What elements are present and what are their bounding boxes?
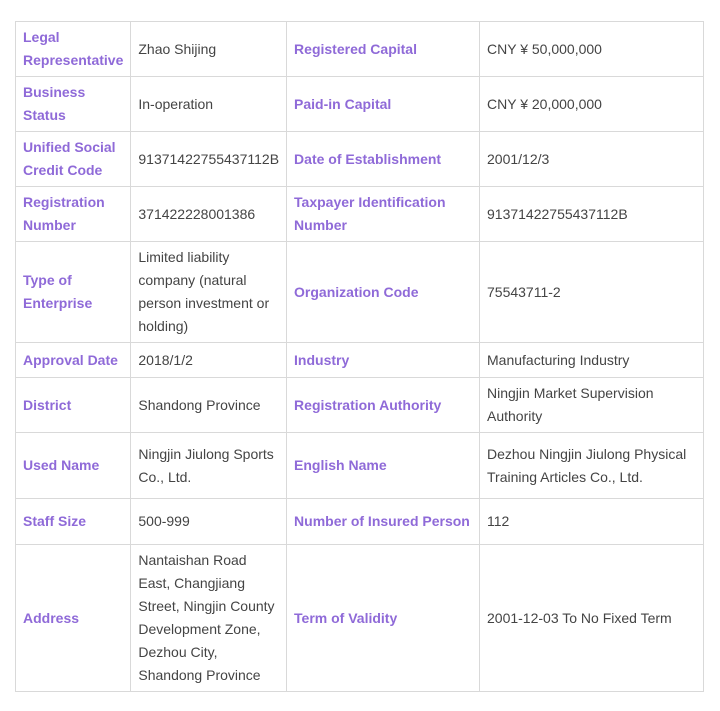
table-row bbox=[16, 343, 704, 378]
field-value: 2001-12-03 To No Fixed Term bbox=[480, 545, 704, 692]
table-row bbox=[16, 242, 704, 343]
field-value: Nantaishan Road East, Changjiang Street, Ningjin County Development Zone, Dezhou City, Shandong Province bbox=[131, 545, 287, 692]
field-value: Ningjin Jiulong Sports Co., Ltd. bbox=[131, 433, 287, 499]
field-label: Registration Number bbox=[16, 187, 131, 242]
field-value: In-operation bbox=[131, 77, 287, 132]
field-label: Date of Establishment bbox=[287, 132, 480, 187]
field-label: Legal Representative bbox=[16, 22, 131, 77]
field-label: Taxpayer Identification Number bbox=[287, 187, 480, 242]
field-label: Term of Validity bbox=[287, 545, 480, 692]
field-value: 2001/12/3 bbox=[480, 132, 704, 187]
field-label: District bbox=[16, 378, 131, 433]
field-value: Zhao Shijing bbox=[131, 22, 287, 77]
field-label: Used Name bbox=[16, 433, 131, 499]
field-label: Registered Capital bbox=[287, 22, 480, 77]
company-info-table bbox=[15, 21, 704, 692]
field-value: Limited liability company (natural person investment or holding) bbox=[131, 242, 287, 343]
field-value: CNY ¥ 50,000,000 bbox=[480, 22, 704, 77]
field-label: Number of Insured Person bbox=[287, 499, 480, 545]
field-value: 371422228001386 bbox=[131, 187, 287, 242]
table-row bbox=[16, 22, 704, 77]
field-label: Approval Date bbox=[16, 343, 131, 378]
field-value: Shandong Province bbox=[131, 378, 287, 433]
field-label: Paid-in Capital bbox=[287, 77, 480, 132]
field-value: 112 bbox=[480, 499, 704, 545]
field-value: 91371422755437112B bbox=[131, 132, 287, 187]
table-row bbox=[16, 378, 704, 433]
field-value: Dezhou Ningjin Jiulong Physical Training Articles Co., Ltd. bbox=[480, 433, 704, 499]
table-row bbox=[16, 545, 704, 692]
field-value: 2018/1/2 bbox=[131, 343, 287, 378]
field-label: Organization Code bbox=[287, 242, 480, 343]
table-row bbox=[16, 187, 704, 242]
field-value: Manufacturing Industry bbox=[480, 343, 704, 378]
table-row bbox=[16, 499, 704, 545]
field-value: 91371422755437112B bbox=[480, 187, 704, 242]
table-row bbox=[16, 132, 704, 187]
table-row bbox=[16, 433, 704, 499]
field-label: Unified Social Credit Code bbox=[16, 132, 131, 187]
field-label: Staff Size bbox=[16, 499, 131, 545]
field-label: Address bbox=[16, 545, 131, 692]
field-value: 500-999 bbox=[131, 499, 287, 545]
field-label: Type of Enterprise bbox=[16, 242, 131, 343]
field-label: Business Status bbox=[16, 77, 131, 132]
field-label: English Name bbox=[287, 433, 480, 499]
field-label: Registration Authority bbox=[287, 378, 480, 433]
field-value: 75543711-2 bbox=[480, 242, 704, 343]
field-label: Industry bbox=[287, 343, 480, 378]
table-row bbox=[16, 77, 704, 132]
field-value: Ningjin Market Supervision Authority bbox=[480, 378, 704, 433]
field-value: CNY ¥ 20,000,000 bbox=[480, 77, 704, 132]
